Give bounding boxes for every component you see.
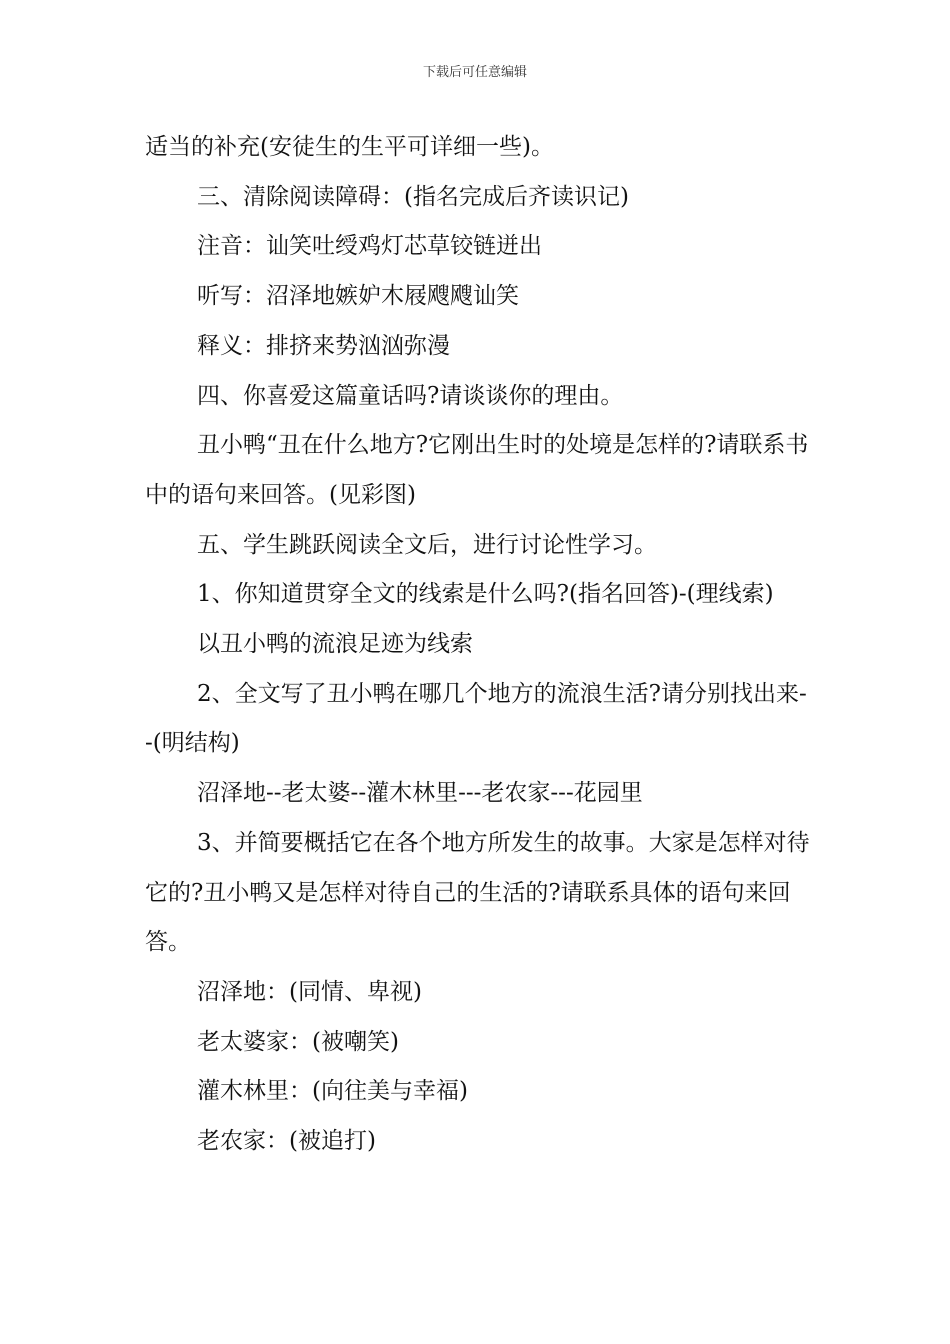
paragraph: 以丑小鸭的流浪足迹为线索 bbox=[197, 631, 473, 658]
paragraph: 老农家：(被追打) bbox=[197, 1128, 376, 1155]
paragraph: 释义：排挤来势汹汹弥漫 bbox=[197, 332, 450, 359]
paragraph: 适当的补充(安徒生的生平可详细一些)。 bbox=[145, 134, 554, 160]
page-header: 下载后可任意编辑 bbox=[422, 65, 527, 80]
paragraph: 注音：讪笑吐绶鸡灯芯草铰链迸出 bbox=[197, 233, 542, 260]
paragraph: 3、并简要概括它在各个地方所发生的故事。大家是怎样对待它的?丑小鸭又是怎样对待自己的生活的?请联系具体的语句来回答。 bbox=[145, 829, 810, 956]
paragraph: 老太婆家：(被嘲笑) bbox=[197, 1028, 399, 1055]
paragraph: 2、全文写了丑小鸭在哪几个地方的流浪生活?请分别找出来--(明结构) bbox=[145, 680, 807, 757]
document-body bbox=[145, 123, 810, 1167]
paragraph: 1、你知道贯穿全文的线索是什么吗?(指名回答)-(理线索) bbox=[197, 581, 774, 608]
paragraph: 丑小鸭“丑在什么地方?它刚出生时的处境是怎样的?请联系书中的语句来回答。(见彩图) bbox=[145, 432, 809, 508]
paragraph: 沼泽地--老太婆--灌木林里---老农家---花园里 bbox=[197, 780, 643, 807]
paragraph: 四、你喜爱这篇童话吗?请谈谈你的理由。 bbox=[197, 382, 624, 409]
paragraph: 沼泽地：(同情、卑视) bbox=[197, 978, 422, 1005]
paragraph: 五、学生跳跃阅读全文后，进行讨论性学习。 bbox=[197, 531, 657, 558]
paragraph: 听写：沼泽地嫉妒木屐飕飕讪笑 bbox=[197, 283, 519, 310]
paragraph: 灌木林里：(向往美与幸福) bbox=[197, 1078, 468, 1105]
paragraph: 三、清除阅读障碍：(指名完成后齐读识记) bbox=[197, 183, 629, 210]
